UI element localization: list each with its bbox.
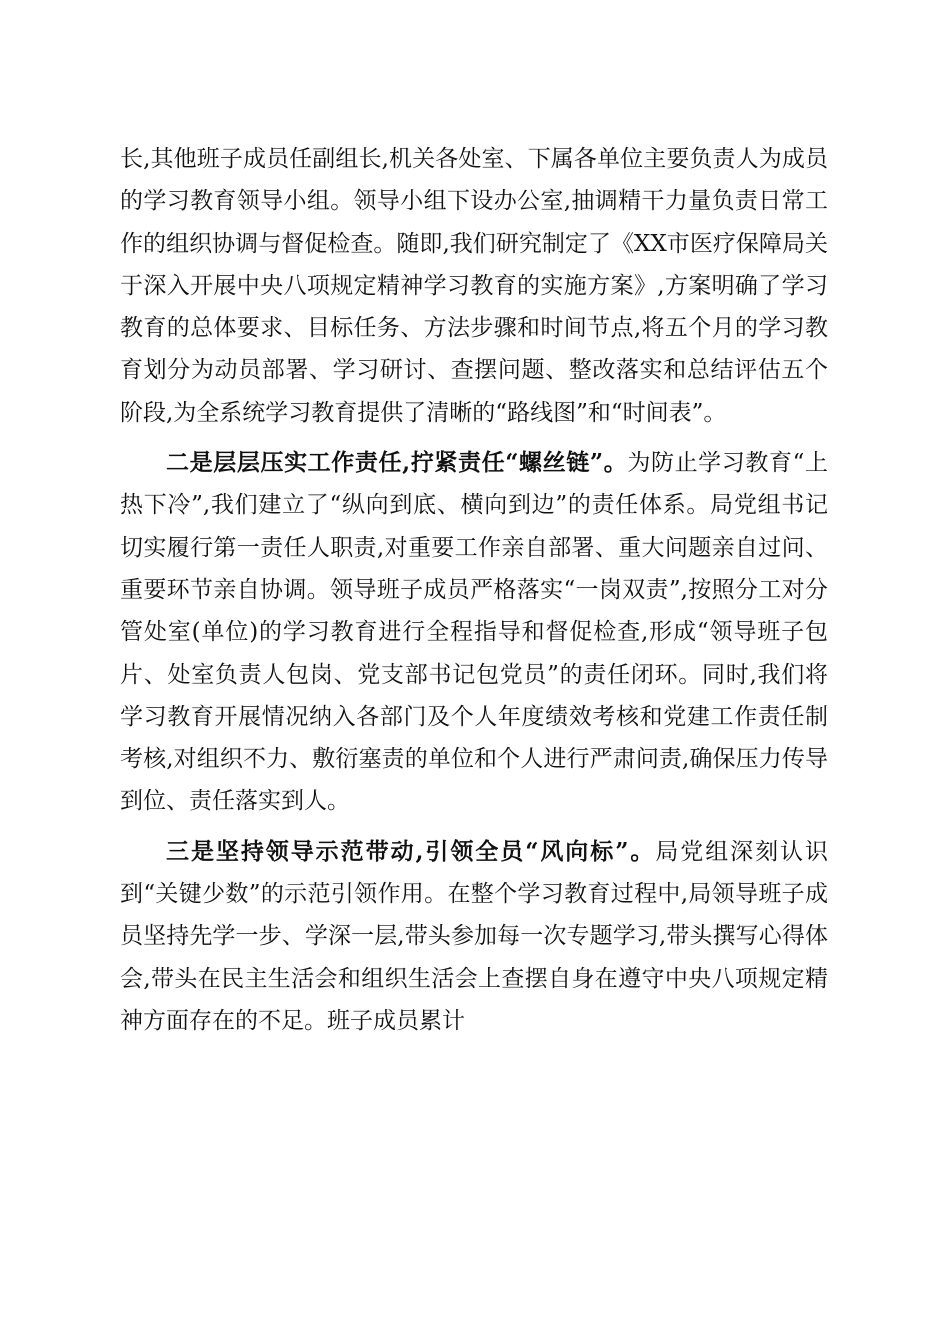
paragraph-responsibility [120,442,828,823]
paragraph-heading: 三是坚持领导示范带动,引领全员“风向标”。 [166,837,656,865]
paragraph-text: 为防止学习教育“上热下冷”,我们建立了“纵向到底、横向到边”的责任体系。局党组书记切实履行第一责任人职责,对重要工作亲自部署、重大问题亲自过问、重要环节亲自协调。领导班子成员严格落实“一岗双责”,按照分工对分管处室(单位)的学习教育进行全程指导和督促检查,形成“领导班子包片、处室负责人包岗、党支部书记包党员”的责任闭环。同时,我们将学习教育开展情况纳入各部门及个人年度绩效考核和党建工作责任制考核,对组织不力、敷衍塞责的单位和个人进行严肃问责,确保压力传导到位、责任落实到人。 [120,450,829,815]
paragraph-leadership [120,831,828,1042]
document-body [120,138,828,1042]
paragraph-heading: 二是层层压实工作责任,拧紧责任“螺丝链”。 [166,449,628,477]
paragraph-continued [120,138,828,434]
paragraph-text: 局党组深刻认识到“关键少数”的示范引领作用。在整个学习教育过程中,局领导班子成员坚持先学一步、学深一层,带头参加每一次专题学习,带头撰写心得体会,带头在民主生活会和组织生活会上查摆自身在遵守中央八项规定精神方面存在的不足。班子成员累计 [120,838,829,1034]
paragraph-text: 长,其他班子成员任副组长,机关各处室、下属各单位主要负责人为成员的学习教育领导小组。领导小组下设办公室,抽调精干力量负责日常工作的组织协调与督促检查。随即,我们研究制定了《XX市医疗保障局关于深入开展中央八项规定精神学习教育的实施方案》,方案明确了学习教育的总体要求、目标任务、方法步骤和时间节点,将五个月的学习教育划分为动员部署、学习研讨、查摆问题、整改落实和总结评估五个阶段,为全系统学习教育提供了清晰的“路线图”和“时间表”。 [120,146,828,426]
